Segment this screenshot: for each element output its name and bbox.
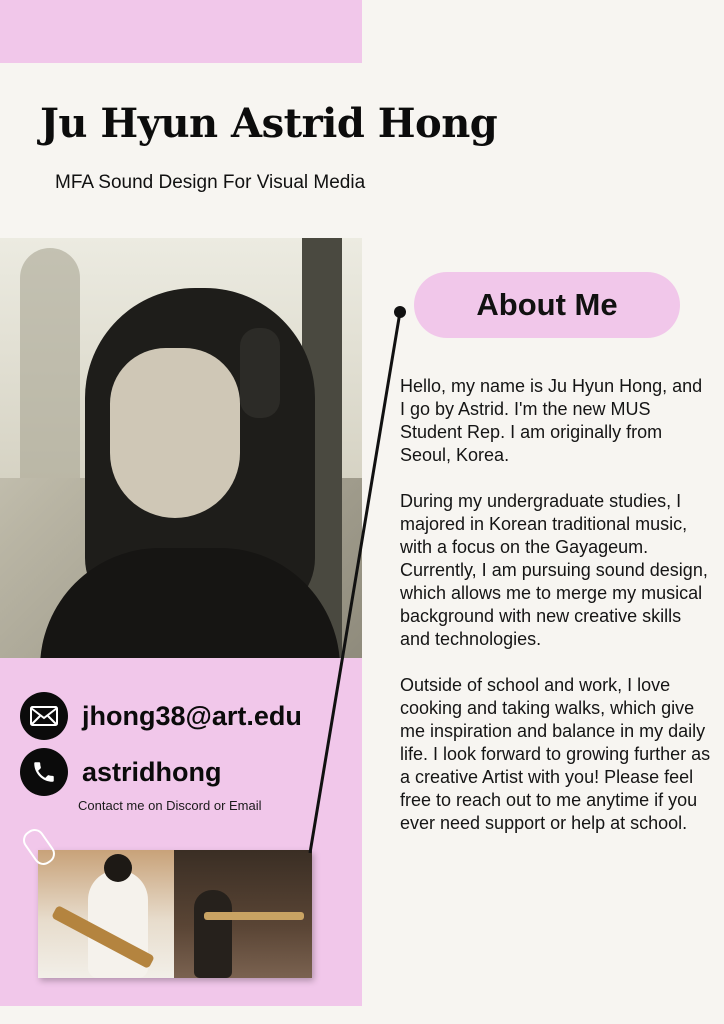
about-title: About Me bbox=[476, 287, 618, 322]
photo-person-face bbox=[110, 348, 240, 518]
about-paragraph-1: Hello, my name is Ju Hyun Hong, and I go by Astrid. I'm the new MUS Student Rep. I am originally from Seoul, Korea. bbox=[400, 376, 703, 465]
contact-email-row[interactable] bbox=[20, 692, 302, 740]
top-accent-band bbox=[0, 0, 362, 63]
about-paragraph-3: Outside of school and work, I love cooking and taking walks, which give me inspiration and balance in my daily life. I look forward to growing further as a creative Artist with you! Please feel free to reach out to me anytime if you ever need support or help at school. bbox=[400, 675, 711, 833]
contact-discord[interactable]: astridhong bbox=[82, 756, 222, 787]
about-paragraph-2: During my undergraduate studies, I majored in Korean traditional music, with a focus on the Gayageum. Currently, I am pursuing sound design, which allows me to merge my musical background with new creative skills and technologies. bbox=[400, 491, 708, 649]
phone-icon bbox=[20, 748, 68, 796]
page-subtitle: MFA Sound Design For Visual Media bbox=[55, 172, 366, 193]
performer-figure bbox=[194, 890, 232, 978]
photo-headphones bbox=[240, 328, 280, 418]
photo-gallery bbox=[38, 850, 312, 978]
portrait-photo bbox=[0, 238, 362, 658]
about-body bbox=[400, 375, 712, 858]
contact-discord-row[interactable] bbox=[20, 748, 222, 796]
contact-note: Contact me on Discord or Email bbox=[78, 798, 262, 813]
gayageum-photo-1 bbox=[38, 850, 174, 978]
envelope-icon bbox=[20, 692, 68, 740]
contact-email[interactable]: jhong38@art.edu bbox=[82, 700, 302, 731]
gayageum-instrument bbox=[204, 912, 304, 920]
gayageum-photo-2 bbox=[174, 850, 312, 978]
performer-head bbox=[104, 854, 132, 882]
about-heading-pill bbox=[414, 272, 680, 338]
photo-palm-tree bbox=[20, 248, 80, 478]
page-title: Ju Hyun Astrid Hong bbox=[40, 100, 498, 147]
